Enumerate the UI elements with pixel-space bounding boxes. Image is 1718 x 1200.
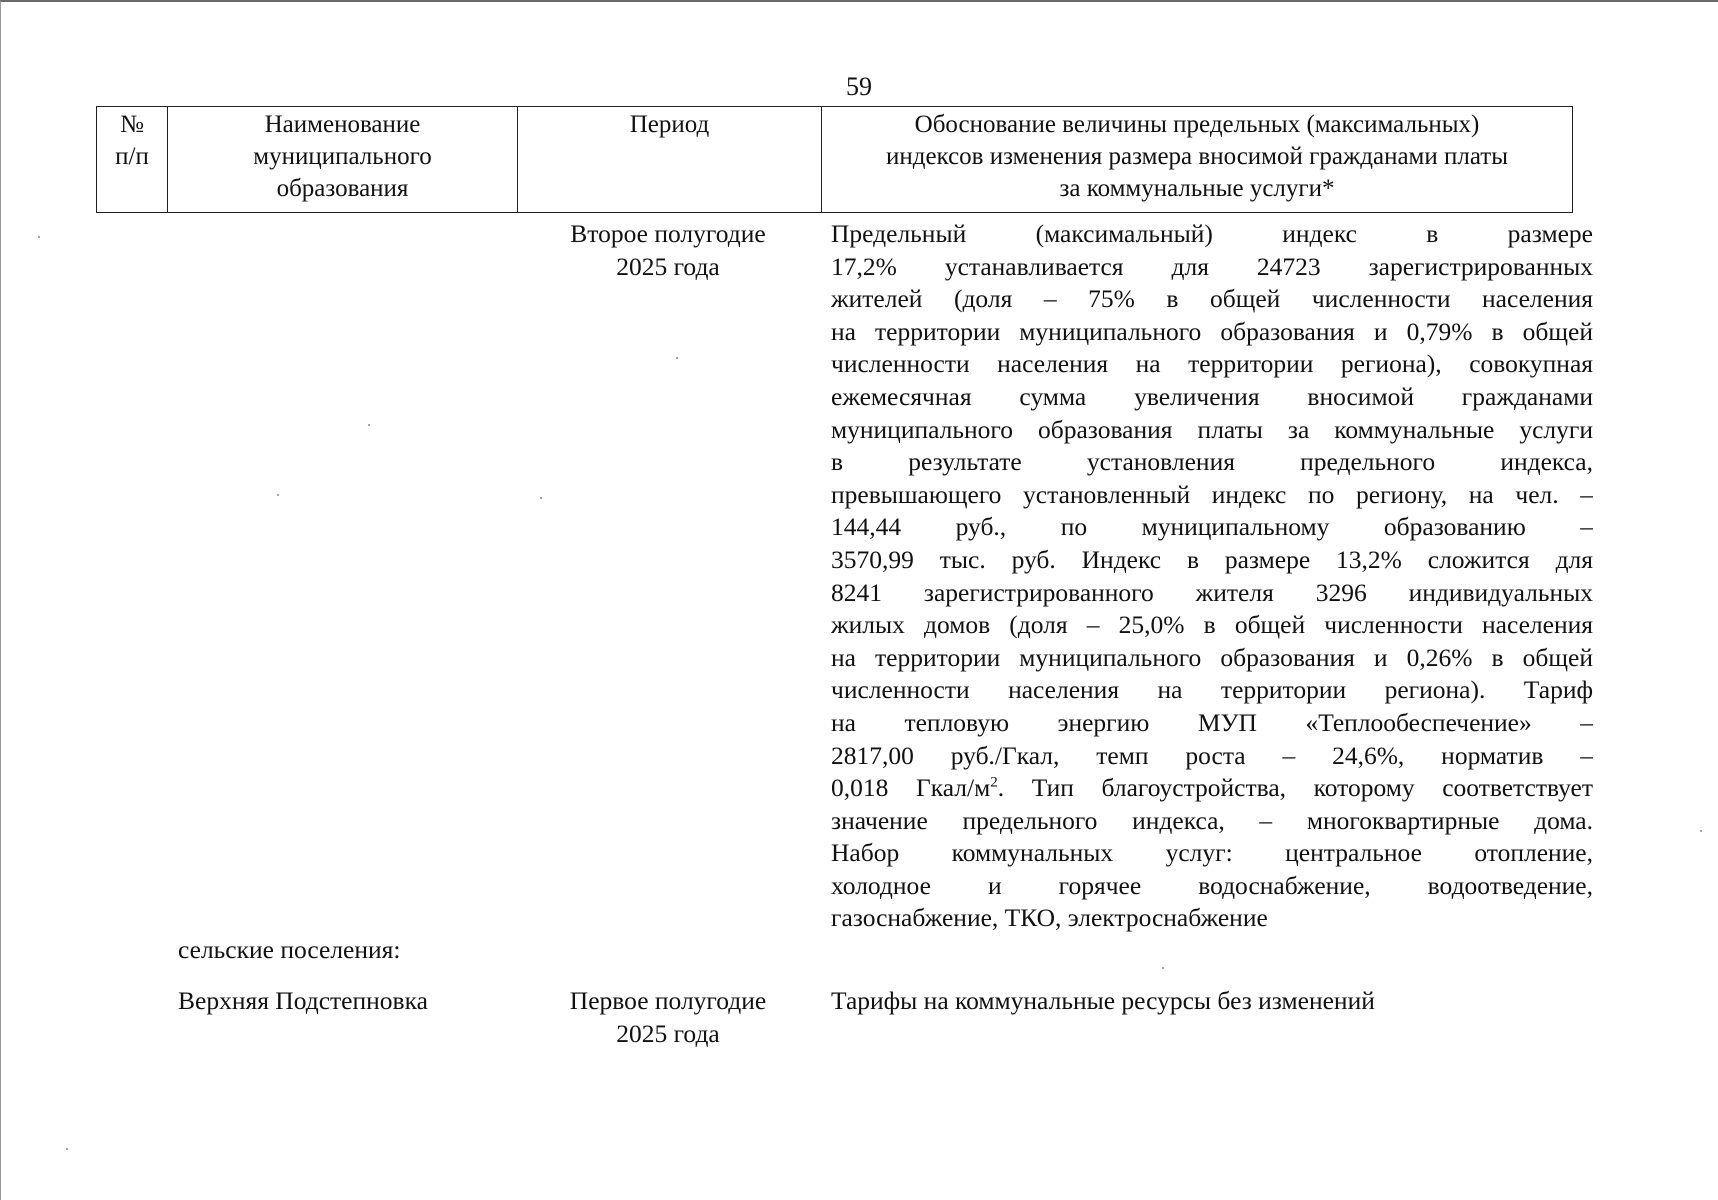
justification-line: Предельный (максимальный) индекс в размере xyxy=(831,219,1593,248)
justification-line: превышающего установленный индекс по региону, на чел. – xyxy=(831,479,1593,509)
justification-line: ежемесячная сумма увеличения вносимой гражданами xyxy=(831,381,1593,411)
table-header xyxy=(96,106,1573,213)
row2-municipality-name: Верхняя Подстепновка xyxy=(178,986,428,1015)
justification-line: холодное и горячее водоснабжение, водоотведение, xyxy=(831,870,1593,900)
justification-line: 3570,99 тыс. руб. Индекс в размере 13,2% сложится для xyxy=(831,544,1593,574)
justification-line: значение предельного индекса, – многоквартирные дома. xyxy=(831,805,1593,835)
row1-period: Второе полугодие 2025 года xyxy=(570,219,766,281)
row1-justification xyxy=(831,218,1593,935)
justification-line: 144,44 руб., по муниципальному образованию – xyxy=(831,512,1593,542)
justification-line: 2817,00 руб./Гкал, темп роста – 24,6%, норматив – xyxy=(831,740,1593,770)
justification-line: численности населения на территории региона), совокупная xyxy=(831,349,1593,379)
justification-line: в результате установления предельного индекса, xyxy=(831,447,1593,477)
justification-line: жителей (доля – 75% в общей численности населения xyxy=(831,284,1593,314)
row2-justification: Тарифы на коммунальные ресурсы без изменений xyxy=(831,986,1375,1015)
scan-speck xyxy=(1700,830,1702,832)
row2-period: Первое полугодие 2025 года xyxy=(569,986,767,1048)
justification-line: на территории муниципального образования и 0,79% в общей xyxy=(831,316,1593,346)
header-municipality-name: Наименование муниципального образования xyxy=(168,107,518,213)
page-number: 59 xyxy=(846,72,872,101)
justification-line: муниципального образования платы за коммунальные услуги xyxy=(831,414,1593,444)
justification-line-unit: 0,018 Гкал/$м^2$. Тип благоустройства, которому соответствует xyxy=(831,773,1593,803)
scan-speck xyxy=(1162,967,1164,969)
justification-line: жилых домов (доля – 25,0% в общей численности населения xyxy=(831,610,1593,640)
superscript-two: 2 xyxy=(990,774,998,791)
justification-line: Набор коммунальных услуг: центральное отопление, xyxy=(831,838,1593,868)
justification-line: газоснабжение, ТКО, электроснабжение xyxy=(831,903,1268,933)
section-label-rural: сельские поселения: xyxy=(178,935,401,964)
scan-speck xyxy=(66,1148,68,1150)
justification-line: 8241 зарегистрированного жителя 3296 индивидуальных xyxy=(831,577,1593,607)
scan-speck xyxy=(676,357,678,359)
header-period: Период xyxy=(518,107,822,213)
justification-line: на территории муниципального образования и 0,26% в общей xyxy=(831,642,1593,672)
scan-speck xyxy=(277,494,279,496)
scan-speck xyxy=(38,236,40,238)
header-number: № п/п xyxy=(97,107,168,213)
justification-line: на тепловую энергию МУП «Теплообеспечение» – xyxy=(831,707,1593,737)
justification-line: 17,2% устанавливается для 24723 зарегистрированных xyxy=(831,251,1593,281)
header-justification: Обоснование величины предельных (максимальных) индексов изменения размера вносимой гражданами платы за коммунальные услуги* xyxy=(822,107,1573,213)
scan-speck xyxy=(368,424,370,426)
scan-speck xyxy=(540,497,542,499)
justification-line: численности населения на территории региона). Тариф xyxy=(831,675,1593,705)
